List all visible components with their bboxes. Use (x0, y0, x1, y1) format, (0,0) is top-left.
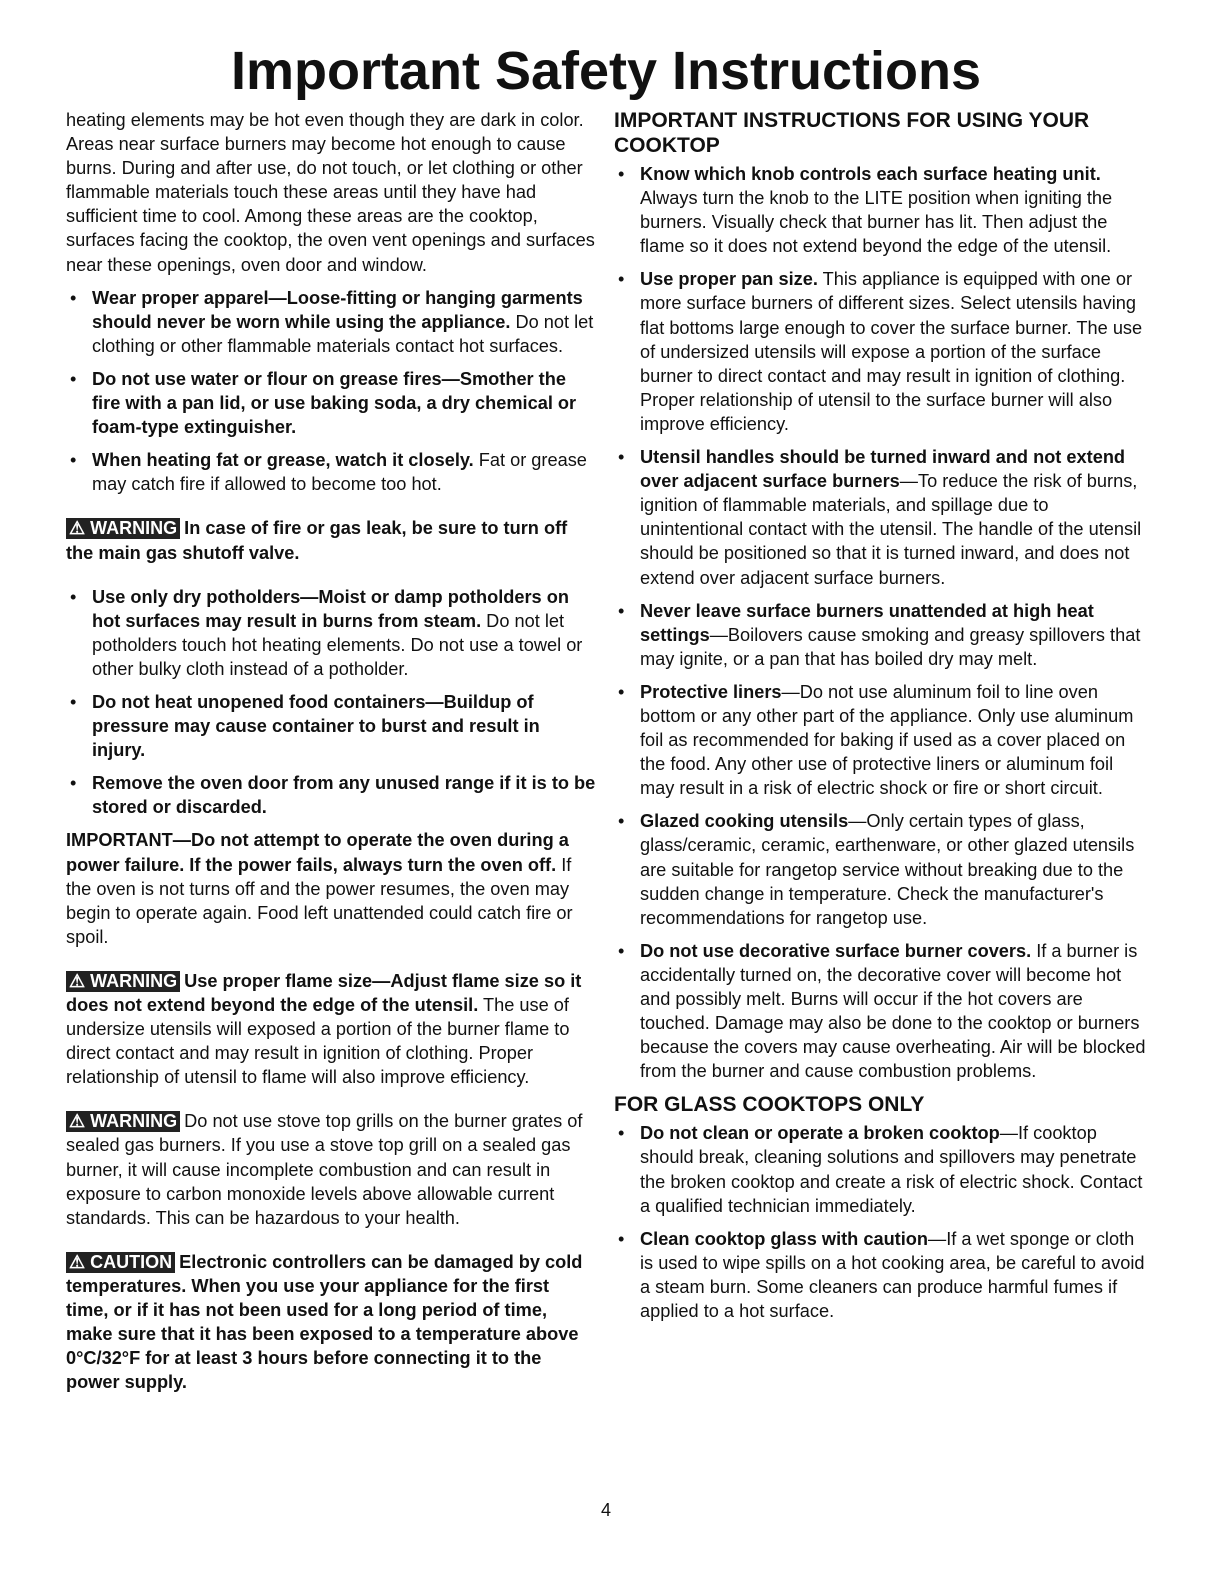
item-text: Fat or grease may catch fire if allowed to become too hot. (92, 450, 587, 495)
warning-paragraph (66, 969, 596, 1089)
item-text: —If cooktop should break, cleaning solutions and spillovers may penetrate the broken cooktop and create a risk of electric shock. Contact a qualified technician immediately. (640, 1123, 1143, 1216)
item-text: —Only certain types of glass, glass/ceramic, ceramic, earthenware, or other glazed utensils are suitable for rangetop service without breaking due to the sudden change in temperature. Check the manufacturer's recommendations for rangetop use. (640, 811, 1135, 928)
item-bold: Do not heat unopened food containers—Buildup of pressure may cause container to burst and result in injury. (92, 691, 540, 761)
item-bold: Protective liners (640, 681, 782, 702)
item-text: —Boilovers cause smoking and greasy spillovers that may ignite, or a pan that has boiled dry may melt. (640, 624, 1141, 669)
item-bold: Glazed cooking utensils (640, 811, 849, 832)
warning-text: Do not use stove top grills on the burner grates of sealed gas burners. If you use a stove top grill on a sealed gas burner, it will cause incomplete combustion and can result in exposure to carbon monoxide levels above allowable current standards. This can be hazardous to your health. (66, 1111, 583, 1228)
important-bold: IMPORTANT—Do not attempt to operate the oven during a power failure. If the power fails, always turn the oven off. (66, 830, 569, 875)
list-item (66, 448, 596, 496)
caution-paragraph (66, 1250, 596, 1395)
warning-paragraph (66, 1109, 596, 1229)
item-bold: Know which knob controls each surface heating unit. (640, 164, 1101, 184)
list-item (614, 162, 1149, 258)
item-bold: Do not use decorative surface burner covers. (640, 940, 1032, 961)
warning-paragraph (66, 516, 596, 564)
section-heading: FOR GLASS COOKTOPS ONLY (614, 1093, 925, 1117)
item-text: —If a wet sponge or cloth is used to wipe spills on a hot cooking area, be careful to avoid a steam burn. Some cleaners can produce harmful fumes if applied to a hot surface. (640, 1228, 1145, 1322)
item-bold: Clean cooktop glass with caution (640, 1228, 929, 1249)
item-bold: Remove the oven door from any unused range if it is to be stored or discarded. (92, 773, 596, 818)
list-item (66, 771, 596, 819)
bullet-list (66, 286, 596, 497)
page-number: 4 (600, 1500, 611, 1520)
right-column (614, 108, 1149, 1332)
left-column (66, 108, 596, 1414)
item-bold: Wear proper apparel—Loose-fitting or hanging garments should never be worn while using the appliance. (92, 287, 583, 332)
list-item (614, 267, 1149, 436)
list-item (614, 599, 1149, 671)
item-bold: Do not use water or flour on grease fires—Smother the fire with a pan lid, or use baking soda, a dry chemical or foam-type extinguisher. (92, 368, 577, 438)
important-paragraph (66, 828, 596, 948)
caution-text: Electronic controllers can be damaged by cold temperatures. When you use your appliance for the first time, or if it has not been used for a long period of time, make sure that it has been exposed to a temperature above 0°C/32°F for at least 3 hours before connecting it to the power supply. (66, 1251, 583, 1393)
item-bold: Never leave surface burners unattended at high heat settings (640, 600, 1094, 645)
warning-badge: ⚠ WARNING (66, 971, 180, 992)
important-text: If the oven is not turns off and the power resumes, the oven may begin to operate again. Food left unattended could catch fire or spoil. (66, 854, 573, 947)
list-item (66, 286, 596, 358)
item-bold: When heating fat or grease, watch it closely. (92, 450, 474, 471)
caution-badge: ⚠ CAUTION (66, 1252, 175, 1273)
item-text: Do not let clothing or other flammable materials contact hot surfaces. (92, 311, 594, 356)
warning-text: The use of undersize utensils will exposed a portion of the burner flame to direct contact and may result in ignition of clothing. Proper relationship of utensil to flame will also improve efficiency. (66, 995, 570, 1088)
warning-bold: Use proper flame size—Adjust flame size so it does not extend beyond the edge of the utensil. (66, 970, 582, 1015)
item-bold: Use proper pan size. (640, 269, 818, 290)
bullet-list (614, 162, 1149, 1083)
intro-paragraph: heating elements may be hot even though they are dark in color. Areas near surface burners may become hot enough to cause burns. During and after use, do not touch, or let clothing or other flammable materials touch these areas until they have had sufficient time to cool. Among these areas are the cooktop, surfaces facing the cooktop, the oven vent openings and surfaces near these openings, oven door and window. (66, 110, 595, 275)
list-item (614, 939, 1149, 1084)
item-bold: Use only dry potholders—Moist or damp potholders on hot surfaces may result in burns from steam. (92, 586, 569, 631)
warning-badge: ⚠ WARNING (66, 1111, 180, 1132)
list-item (66, 367, 596, 439)
list-item (614, 680, 1149, 800)
bullet-list (614, 1121, 1149, 1323)
item-text: Always turn the knob to the LITE position when igniting the burners. Visually check that burner has lit. Then adjust the flame so it does not extend beyond the edge of the utensil. (640, 188, 1113, 257)
warning-text: In case of fire or gas leak, be sure to turn off the main gas shutoff valve. (66, 518, 568, 563)
item-text: Do not let potholders touch hot heating elements. Do not use a towel or other bulky cloth instead of a potholder. (92, 610, 583, 679)
page-title: Important Safety Instructions (230, 41, 982, 101)
list-item (66, 585, 596, 681)
item-bold: Do not clean or operate a broken cooktop (640, 1123, 1000, 1144)
item-bold: Utensil handles should be turned inward and not extend over adjacent surface burners (640, 447, 1126, 492)
item-text: If a burner is accidentally turned on, the decorative cover will become hot and possibly melt. Burns will occur if the hot covers are touched. Damage may also be done to the cooktop or burners because the covers may cause overheating. Air will be blocked from the burner and cause combustion problems. (640, 940, 1146, 1082)
list-item (614, 1227, 1149, 1323)
list-item (614, 445, 1149, 590)
list-item (614, 1121, 1149, 1217)
item-text: —Do not use aluminum foil to line oven bottom or any other part of the appliance. Only use aluminum foil as recommended for baking if used as a cover placed on the food. Any other use of protective liners or aluminum foil may result in a risk of electric shock or fire or short circuit. (640, 681, 1134, 799)
bullet-list (66, 585, 596, 820)
warning-badge: ⚠ WARNING (66, 518, 180, 539)
section-heading: IMPORTANT INSTRUCTIONS FOR USING YOUR COOKTOP (614, 109, 1090, 157)
list-item (614, 809, 1149, 929)
item-text: This appliance is equipped with one or more surface burners of different sizes. Select utensils having flat bottoms large enough to cover the surface burner. The use of undersized utensils will expose a portion of the surface burner to direct contact and may result in ignition of clothing. Proper relationship of utensil to the surface burner will also improve efficiency. (640, 269, 1143, 434)
list-item (66, 690, 596, 762)
item-text: —To reduce the risk of burns, ignition of flammable materials, and spillage due to unintentional contact with the utensil. The handle of the utensil should be positioned so that it is turned inward, and does not extend over adjacent surface burners. (640, 471, 1142, 588)
